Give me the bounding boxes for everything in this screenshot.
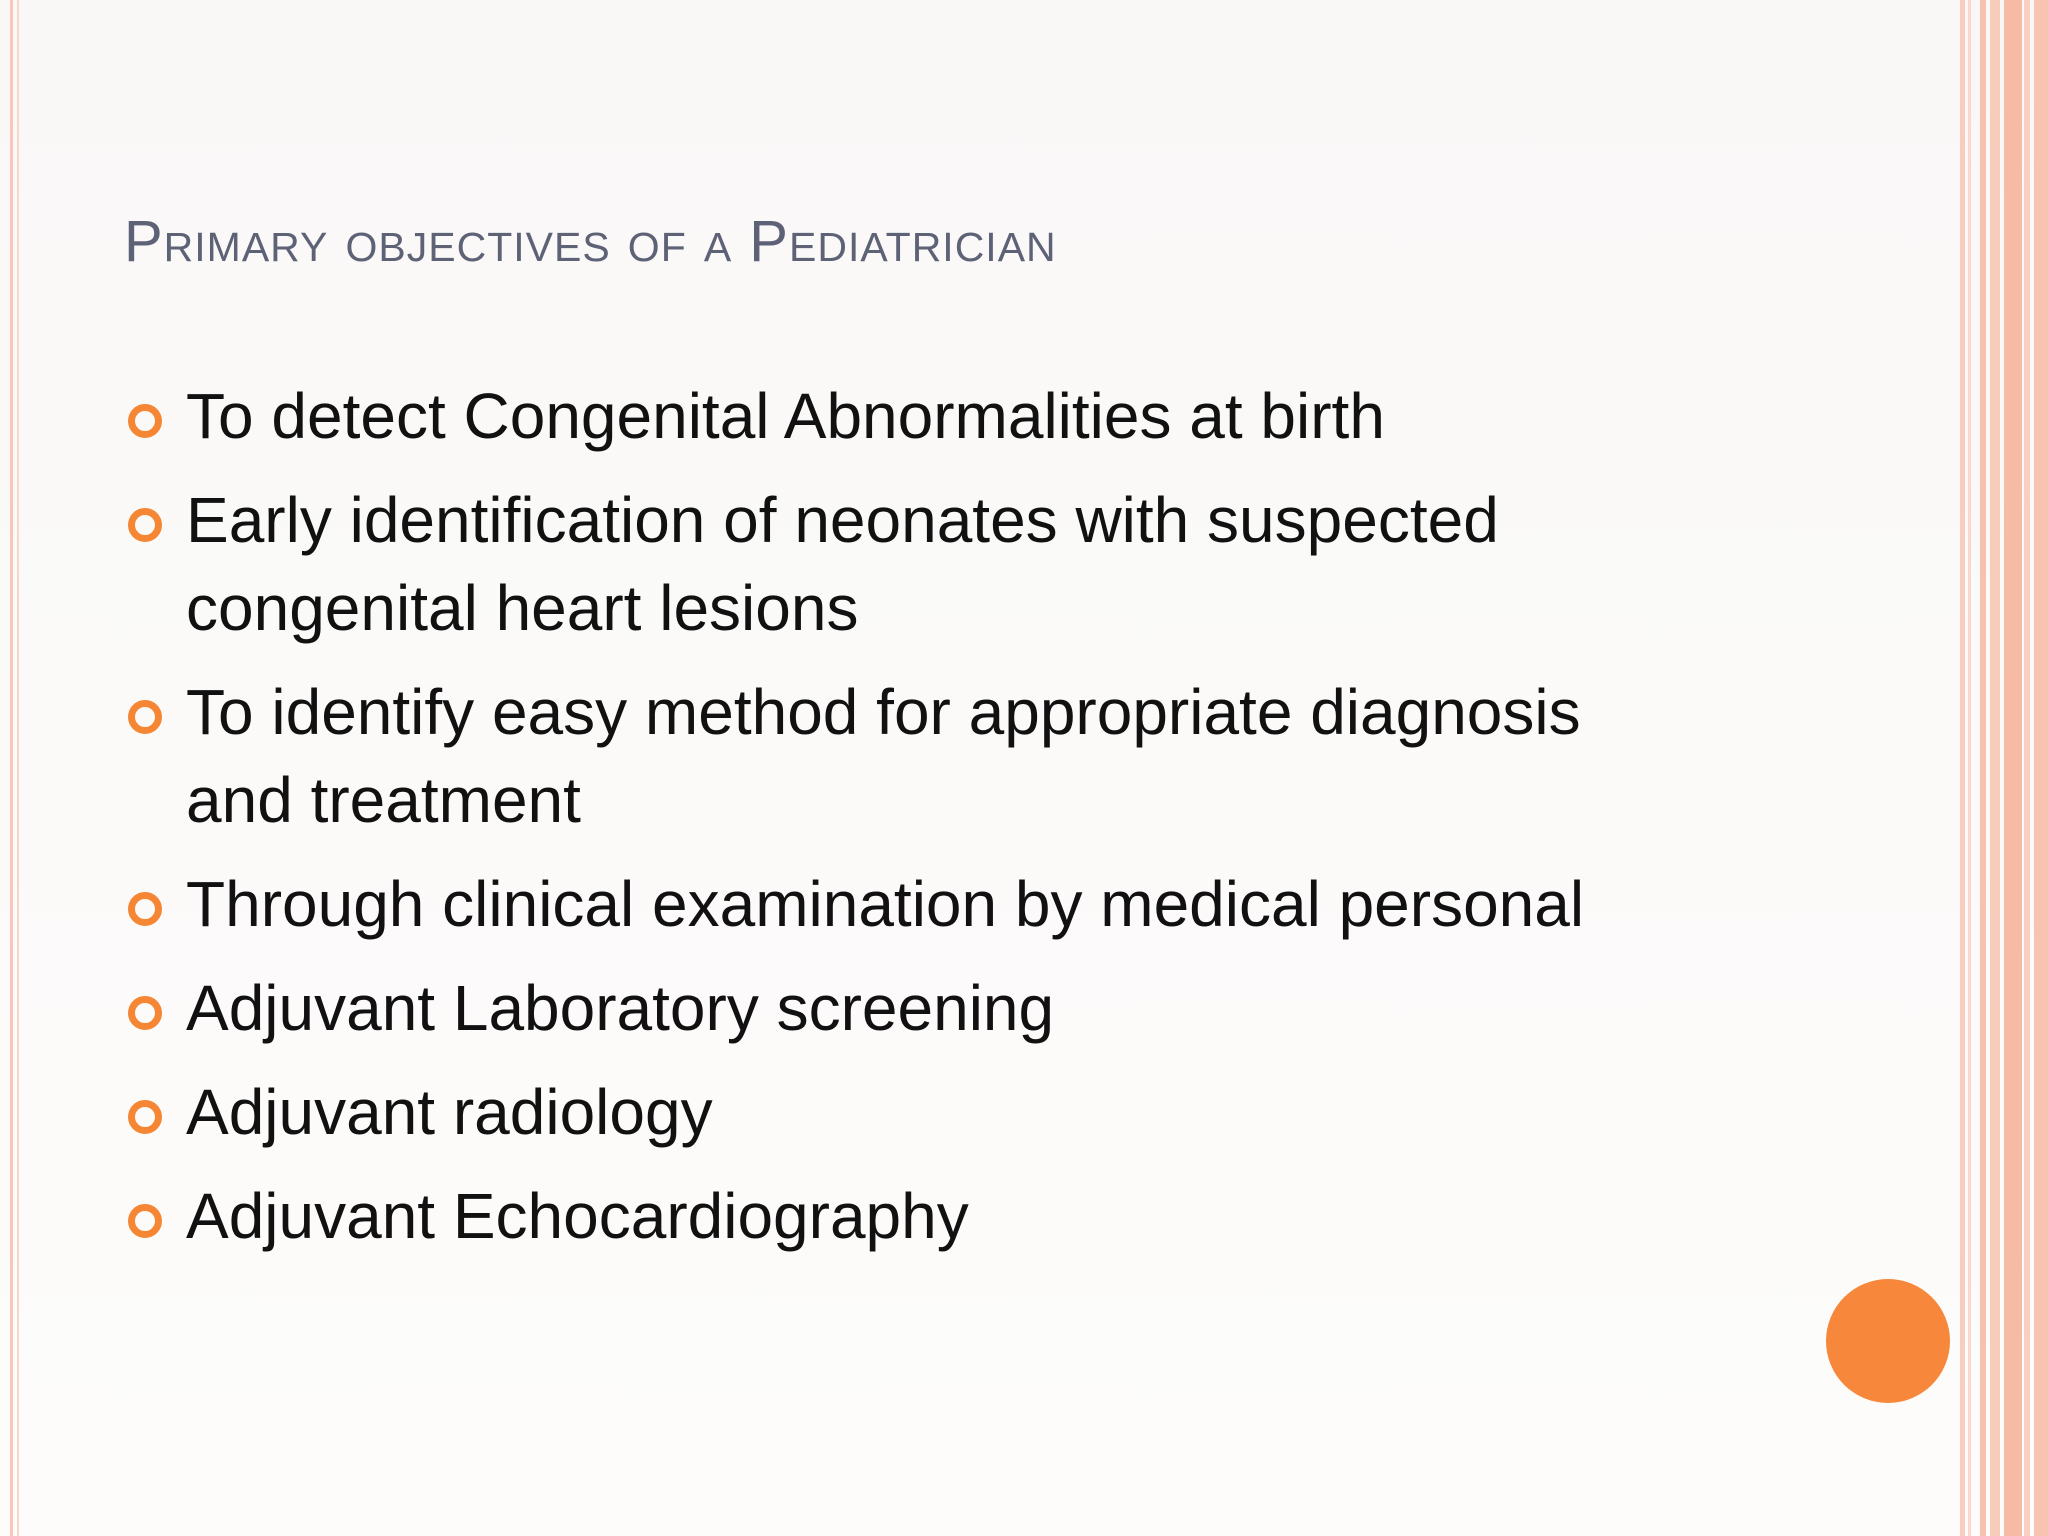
bullet-text: To detect Congenital Abnormalities at birth <box>186 380 1385 452</box>
stripe <box>2034 0 2048 1536</box>
stripe <box>1960 0 1965 1536</box>
bullet-text: To identify easy method for appropriate diagnosis and treatment <box>186 676 1581 836</box>
bullet-item <box>124 1068 1684 1156</box>
bullet-item <box>124 1172 1684 1260</box>
left-border-line <box>10 0 13 1536</box>
stripe <box>2024 0 2030 1536</box>
circle-ring-icon <box>128 404 162 438</box>
bullet-text: Adjuvant Echocardiography <box>186 1180 969 1252</box>
circle-ring-icon <box>128 700 162 734</box>
bullet-item <box>124 964 1684 1052</box>
bullet-text: Adjuvant radiology <box>186 1076 713 1148</box>
bullet-list <box>124 372 1684 1276</box>
stripe <box>1980 0 1986 1536</box>
bullet-item <box>124 668 1684 844</box>
circle-ring-icon <box>128 996 162 1030</box>
left-border-line <box>17 0 19 1536</box>
bullet-item <box>124 476 1684 652</box>
circle-ring-icon <box>128 508 162 542</box>
orange-dot-icon <box>1826 1279 1950 1403</box>
circle-ring-icon <box>128 1204 162 1238</box>
bullet-text: Through clinical examination by medical personal <box>186 868 1585 940</box>
circle-ring-icon <box>128 1100 162 1134</box>
bullet-text: Adjuvant Laboratory screening <box>186 972 1055 1044</box>
stripe <box>1990 0 2000 1536</box>
slide-title: Primary objectives of a Pediatrician <box>124 209 1057 274</box>
bullet-item <box>124 860 1684 948</box>
stripe <box>1968 0 1971 1536</box>
stripe <box>2004 0 2022 1536</box>
bullet-text: Early identification of neonates with suspected congenital heart lesions <box>186 484 1499 644</box>
bullet-item <box>124 372 1684 460</box>
circle-ring-icon <box>128 892 162 926</box>
right-decorative-stripes <box>1960 0 2048 1536</box>
